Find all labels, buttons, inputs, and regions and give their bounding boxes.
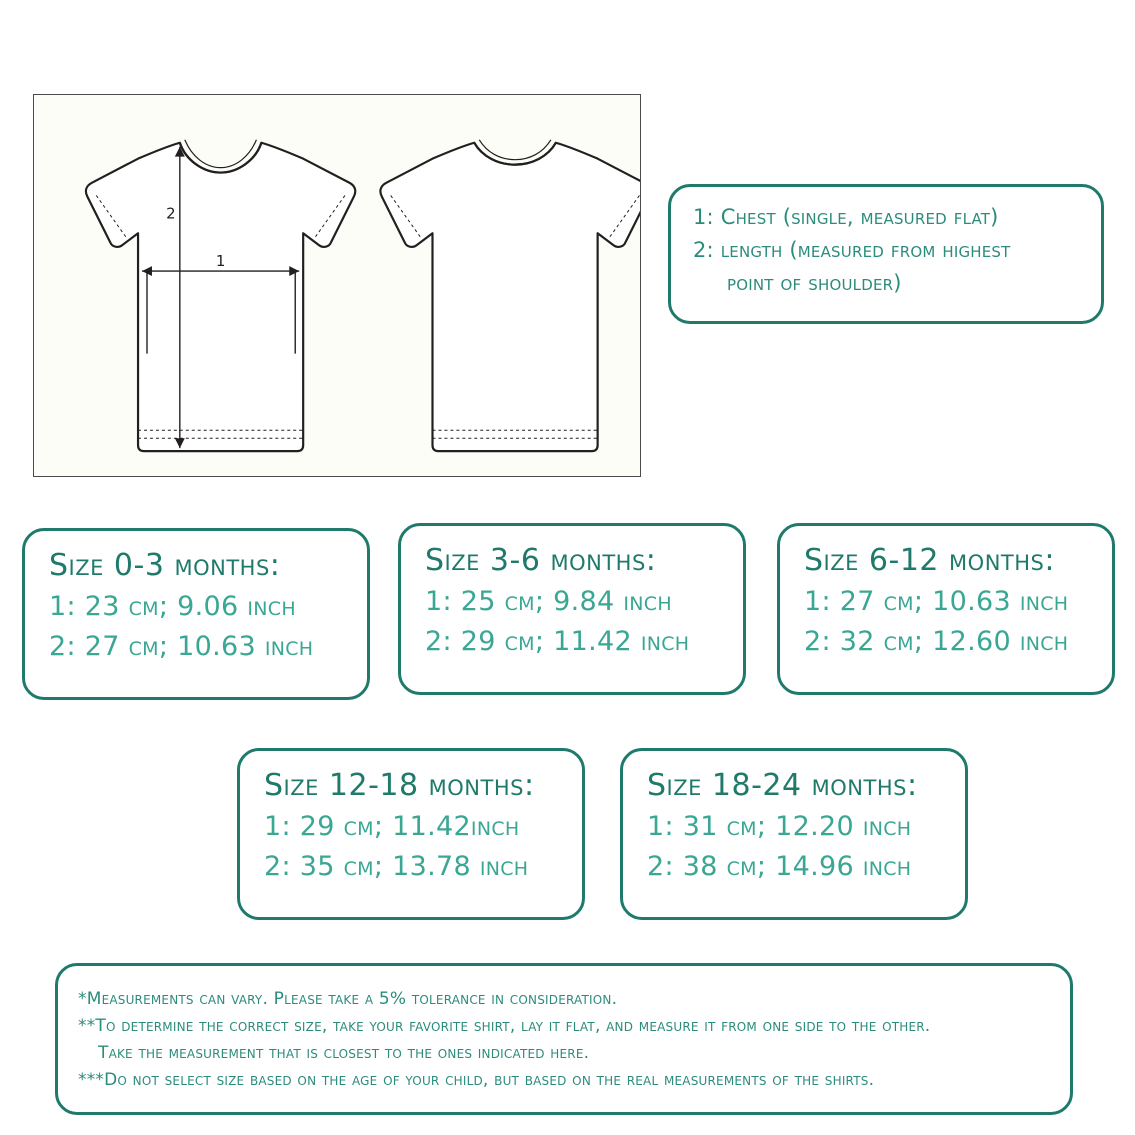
length-measure-label: 2	[166, 204, 176, 223]
note-how-to-measure: **To determine the correct size, take your favorite shirt, lay it flat, and measure it from one side to the other.	[78, 1016, 931, 1036]
legend-line-chest: 1: Chest (single, measured flat)	[693, 205, 999, 229]
shirt-illustration-panel	[33, 94, 641, 477]
legend-line-length-cont: point of shoulder)	[727, 271, 902, 295]
size-card-chest: 1: 23 cm; 9.06 inch	[49, 591, 296, 622]
size-card-title: Size 0-3 months:	[49, 548, 281, 583]
notes-card	[55, 963, 1073, 1115]
size-card-length: 2: 35 cm; 13.78 inch	[264, 851, 529, 882]
shirt-technical-drawing	[34, 95, 640, 476]
legend-line-length: 2: length (measured from highest	[693, 238, 1011, 262]
size-card-0-3-months	[22, 528, 370, 700]
size-card-chest: 1: 31 cm; 12.20 inch	[647, 811, 912, 842]
size-card-title: Size 6-12 months:	[804, 543, 1055, 578]
note-age-warning: ***Do not select size based on the age of your child, but based on the real measurements of the shirts.	[78, 1070, 875, 1090]
size-card-chest: 1: 29 cm; 11.42inch	[264, 811, 520, 842]
size-card-6-12-months	[777, 523, 1115, 695]
size-card-12-18-months	[237, 748, 585, 920]
size-card-chest: 1: 27 cm; 10.63 inch	[804, 586, 1069, 617]
size-card-title: Size 12-18 months:	[264, 768, 535, 803]
size-card-length: 2: 32 cm; 12.60 inch	[804, 626, 1069, 657]
size-card-chest: 1: 25 cm; 9.84 inch	[425, 586, 672, 617]
note-tolerance: *Measurements can vary. Please take a 5% tolerance in consideration.	[78, 989, 618, 1009]
note-how-to-measure-cont: Take the measurement that is closest to the ones indicated here.	[98, 1043, 590, 1063]
size-card-3-6-months	[398, 523, 746, 695]
size-card-length: 2: 38 cm; 14.96 inch	[647, 851, 912, 882]
size-card-length: 2: 27 cm; 10.63 inch	[49, 631, 314, 662]
size-card-length: 2: 29 cm; 11.42 inch	[425, 626, 690, 657]
chest-measure-label: 1	[215, 252, 226, 271]
size-card-title: Size 3-6 months:	[425, 543, 657, 578]
size-card-title: Size 18-24 months:	[647, 768, 918, 803]
size-card-18-24-months	[620, 748, 968, 920]
measurement-legend-card	[668, 184, 1104, 324]
